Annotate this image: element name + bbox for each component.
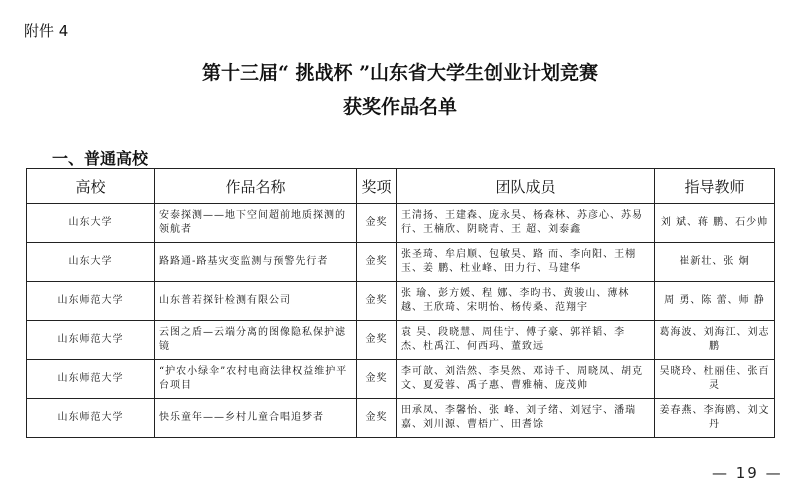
cell-advisor: 葛海波、刘海江、刘志鹏	[655, 321, 775, 360]
table-row	[27, 282, 775, 321]
table-row	[27, 399, 775, 438]
table-header-row	[27, 169, 775, 204]
cell-school: 山东师范大学	[27, 282, 155, 321]
cell-award: 金奖	[357, 282, 397, 321]
cell-award: 金奖	[357, 399, 397, 438]
table-row	[27, 204, 775, 243]
cell-team: 李可歆、刘浩然、李昊然、邓诗千、周晓凤、胡克文、夏爱蓉、禹子惠、曹雅楠、庞茂帅	[397, 360, 655, 399]
cell-advisor: 刘 斌、蒋 鹏、石少帅	[655, 204, 775, 243]
cell-school: 山东师范大学	[27, 360, 155, 399]
cell-team: 袁 昊、段晓慧、周佳宁、傅子豪、郭祥韬、李 杰、杜禹江、何西玛、董致远	[397, 321, 655, 360]
cell-team: 张 瑜、彭方媛、程 娜、李昀书、黄骏山、薄林越、王欣琦、宋明怡、杨传桑、范翔宇	[397, 282, 655, 321]
cell-advisor: 周 勇、陈 蕾、师 静	[655, 282, 775, 321]
table-row	[27, 321, 775, 360]
cell-school: 山东师范大学	[27, 321, 155, 360]
document-subtitle: 获奖作品名单	[342, 96, 457, 118]
table-row	[27, 243, 775, 282]
cell-advisor: 崔新壮、张 炯	[655, 243, 775, 282]
cell-award: 金奖	[357, 321, 397, 360]
section-heading: 一、普通高校	[52, 149, 149, 168]
cell-work: “护农小绿伞”农村电商法律权益维护平台项目	[155, 360, 357, 399]
page-number: — 19 —	[712, 464, 783, 482]
cell-award: 金奖	[357, 204, 397, 243]
cell-team: 田承凤、李馨怡、张 峰、刘子绪、刘冠宇、潘瑞嘉、刘川源、曹梧广、田耆馀	[397, 399, 655, 438]
table-row	[27, 360, 775, 399]
column-header-award: 奖项	[357, 169, 397, 204]
cell-work: 安泰探测——地下空间超前地质探测的领航者	[155, 204, 357, 243]
cell-advisor: 姜春燕、李海鸥、刘文丹	[655, 399, 775, 438]
document-title: 第十三届“ 挑战杯 ”山东省大学生创业计划竞赛	[201, 62, 599, 84]
column-header-school: 高校	[27, 169, 155, 204]
cell-school: 山东师范大学	[27, 399, 155, 438]
cell-team: 王清扬、王建森、庞永昊、杨森林、苏彦心、苏易行、王楠欣、阴晓青、王 超、刘泰鑫	[397, 204, 655, 243]
awards-table	[26, 168, 775, 438]
cell-work: 快乐童年——乡村儿童合唱追梦者	[155, 399, 357, 438]
cell-work: 山东普若探针检测有限公司	[155, 282, 357, 321]
cell-school: 山东大学	[27, 204, 155, 243]
cell-advisor: 吴晓玲、杜丽佳、张百灵	[655, 360, 775, 399]
cell-work: 云图之盾—云端分离的图像隐私保护滤镜	[155, 321, 357, 360]
column-header-team: 团队成员	[397, 169, 655, 204]
cell-school: 山东大学	[27, 243, 155, 282]
cell-award: 金奖	[357, 360, 397, 399]
cell-work: 路路通-路基灾变监测与预警先行者	[155, 243, 357, 282]
column-header-work: 作品名称	[155, 169, 357, 204]
column-header-advisor: 指导教师	[655, 169, 775, 204]
attachment-label: 附件 4	[24, 22, 69, 40]
cell-award: 金奖	[357, 243, 397, 282]
cell-team: 张圣琦、牟启顺、包敏昊、路 而、李向阳、王栩玉、姜 鹏、杜业峰、田力行、马建华	[397, 243, 655, 282]
